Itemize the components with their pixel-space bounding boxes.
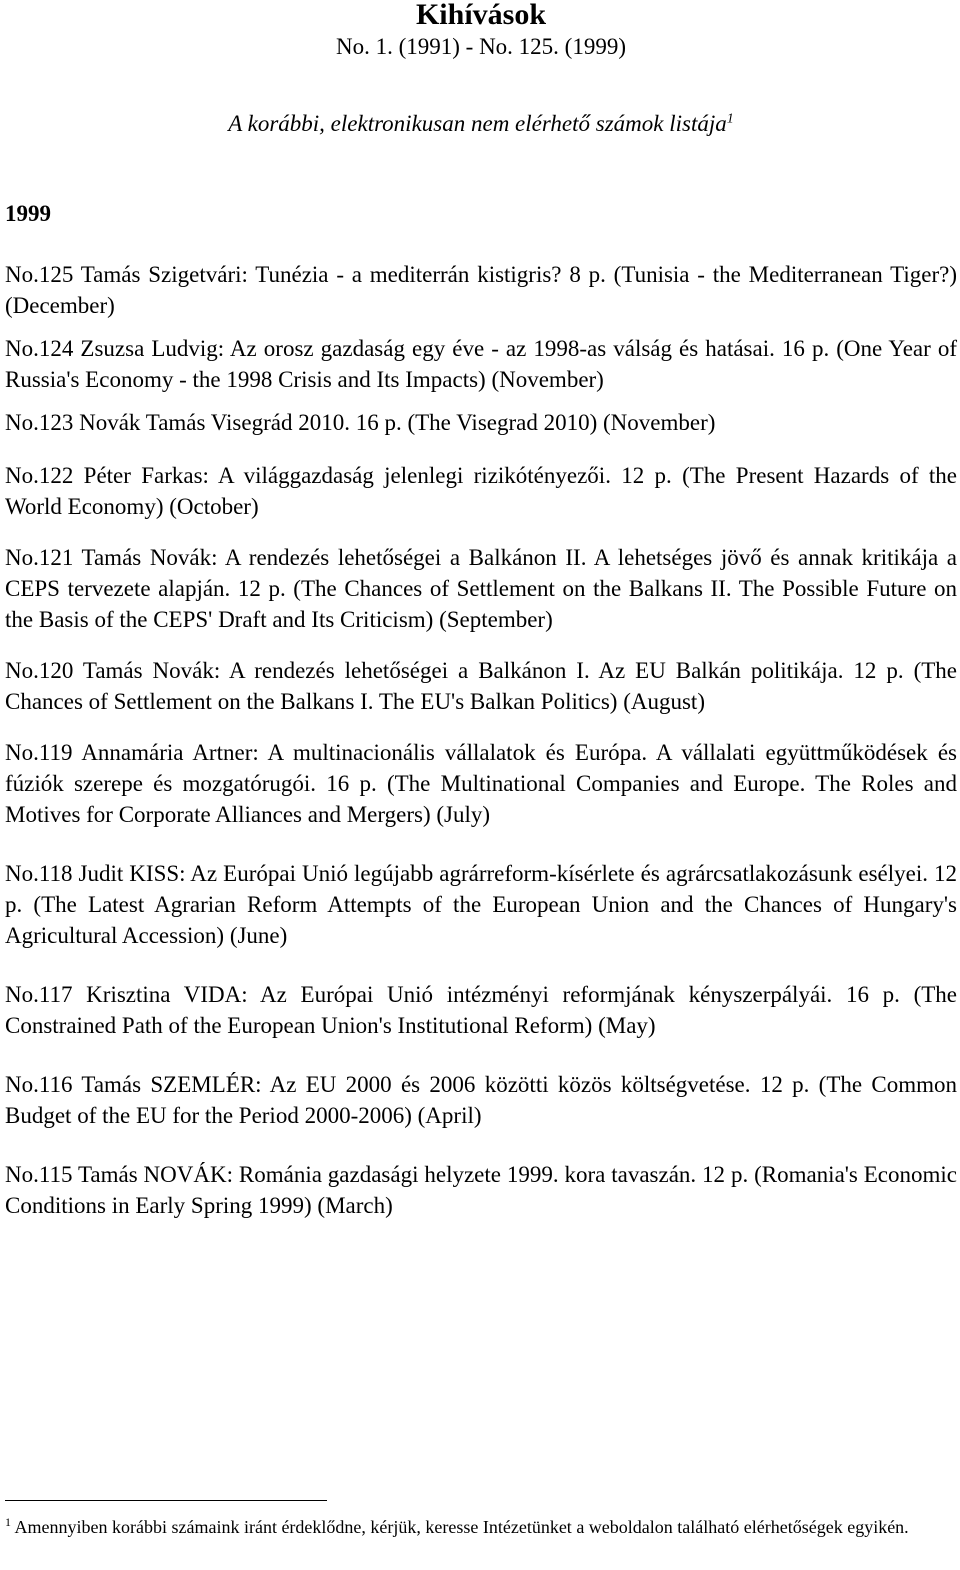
document-page — [5, 0, 957, 1221]
document-title: Kihívások — [415, 0, 547, 31]
footnote-text: Amennyiben korábbi számaink iránt érdeklődne, kérjük, keresse Intézetünket a weboldalon található elérhetőségek egyikén. — [14, 1517, 909, 1537]
list-item: No.115 Tamás NOVÁK: Románia gazdasági helyzete 1999. kora tavaszán. 12 p. (Romania's Economic Conditions in Early Spring 1999) (March) — [5, 1162, 957, 1218]
list-item: No.125 Tamás Szigetvári: Tunézia - a mediterrán kistigris? 8 p. (Tunisia - the Mediterranean Tiger?) (December) — [5, 262, 957, 318]
list-item: No.118 Judit KISS: Az Európai Unió legújabb agrárreform-kísérlete és agrárcsatlakozásunk esélyei. 12 p. (The Latest Agrarian Reform Attempts of the European Union and the Chances of Hungary's Agricultural Accession) (June) — [5, 861, 957, 948]
list-heading — [5, 109, 957, 139]
list-item: No.120 Tamás Novák: A rendezés lehetőségei a Balkánon I. Az EU Balkán politikája. 12 p. (The Chances of Settlement on the Balkans I. The EU's Balkan Politics) (August) — [5, 658, 957, 714]
list-item: No.117 Krisztina VIDA: Az Európai Unió intézményi reformjának kényszerpályái. 16 p. (The Constrained Path of the European Union's Institutional Reform) (May) — [5, 982, 957, 1038]
issue-range: No. 1. (1991) - No. 125. (1999) — [335, 34, 626, 59]
list-item: No.124 Zsuzsa Ludvig: Az orosz gazdaság egy éve - az 1998-as válság és hatásai. 16 p. (One Year of Russia's Economy - the 1998 Crisis and Its Impacts) (November) — [5, 336, 957, 392]
footnote-divider — [5, 1500, 327, 1501]
year-heading: 1999 — [5, 201, 51, 226]
list-item: No.119 Annamária Artner: A multinacionális vállalatok és Európa. A vállalati együttműködések és fúziók szerepe és mozgatórugói. 16 p. (The Multinational Companies and Europe. The Roles and Motives for Corporate Alliances and Mergers) (July) — [5, 740, 957, 827]
list-item: No.116 Tamás SZEMLÉR: Az EU 2000 és 2006 közötti közös költségvetése. 12 p. (The Common Budget of the EU for the Period 2000-2006) (April) — [5, 1072, 957, 1128]
footnote-reference: 1 — [726, 111, 734, 127]
list-item: No.123 Novák Tamás Visegrád 2010. 16 p. (The Visegrad 2010) (November) — [5, 410, 716, 435]
list-item: No.122 Péter Farkas: A világgazdaság jelenlegi rizikótényezői. 12 p. (The Present Hazards of the World Economy) (October) — [5, 463, 957, 519]
list-heading-text: A korábbi, elektronikusan nem elérhető számok listája — [228, 111, 727, 136]
footnote — [5, 1514, 957, 1540]
list-item: No.121 Tamás Novák: A rendezés lehetőségei a Balkánon II. A lehetséges jövő és annak kritikája a CEPS tervezete alapján. 12 p. (The Chances of Settlement on the Balkans II. The Possible Future on the Basis of the CEPS' Draft and Its Criticism) (September) — [5, 545, 957, 632]
footnote-marker: 1 — [5, 1515, 11, 1529]
